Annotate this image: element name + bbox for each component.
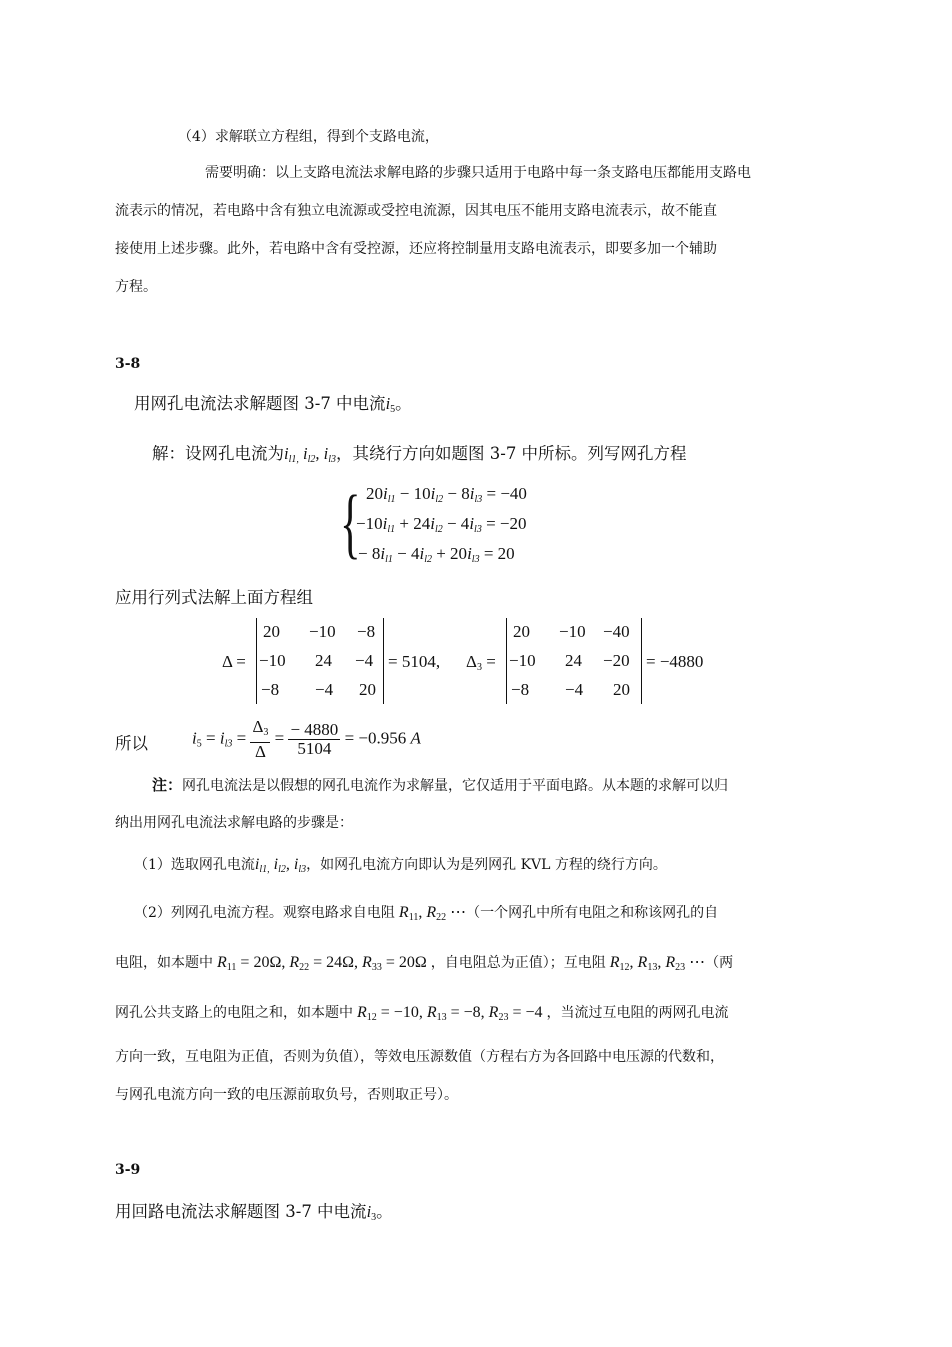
- solution-intro: 解：设网孔电流为$i_{l1,}$ $i_{l2}$, $i_{l3}$，其绕行方向如题图 3-7 中所标。列写网孔方程: [152, 444, 687, 465]
- delta-cell: −8: [261, 680, 280, 699]
- delta-cell: −10: [259, 651, 286, 670]
- step2-line-5: 与网孔电流方向一致的电压源前取负号，否则取正号）。: [115, 1087, 458, 1103]
- equation-3: − $8i_{l1} - 4i_{l2} + 20i_{l3} = 20$: [358, 544, 515, 565]
- note-line-4: 方程。: [115, 279, 157, 295]
- step2-line-1: （2）列网孔电流方程。观察电路求自电阻 $R_{11}$, $R_{22}$ ⋯（一个网孔中所有电阻之和称该网孔的自: [134, 904, 719, 923]
- delta3-cell: 24: [565, 651, 582, 670]
- question-3-9: 用回路电流法求解题图 3-7 中电流$i_3$。: [115, 1202, 393, 1223]
- note-line-1: 需要明确：以上支路电流法求解电路的步骤只适用于电路中每一条支路电压都能用支路电: [205, 165, 751, 181]
- delta-value: = 5104,: [388, 652, 441, 671]
- delta3-cell: −8: [511, 680, 530, 699]
- note-paragraph-line-2: 纳出用网孔电流法求解电路的步骤是：: [115, 815, 353, 831]
- note-line-3: 接使用上述步骤。此外，若电路中含有受控源，还应将控制量用支路电流表示，即要多加一个辅助: [115, 241, 717, 257]
- delta3-cell: 20: [513, 622, 530, 641]
- apply-determinant-text: 应用行列式法解上面方程组: [115, 588, 313, 607]
- result-equation: $i_5 = i_{l3}$ = $\frac{\Delta_3}{\Delta}$ = $\frac{- 4880}{5104}$ = −0.956 A: [192, 717, 421, 761]
- delta3-symbol: $\Delta_3$ =: [466, 652, 496, 673]
- note-line-2: 流表示的情况，若电路中含有独立电流源或受控电流源，因其电压不能用支路电流表示，故不能直: [115, 203, 717, 219]
- delta3-cell: −10: [509, 651, 536, 670]
- delta3-value: = −4880: [646, 652, 704, 671]
- delta3-determinant: [506, 618, 642, 704]
- delta3-cell: −10: [559, 622, 586, 641]
- delta-cell: 20: [359, 680, 376, 699]
- step2-line-2: 电阻，如本题中 $R_{11} = 20\Omega$, $R_{22} = 24\Omega$, $R_{33} = 20\Omega$ ，自电阻总为正值）；互电阻 $R_{12}$, $R_{13}$, $R_{23}$ ⋯（两: [115, 954, 734, 973]
- section-heading-3-8: 3-8: [115, 356, 141, 372]
- delta-cell: −10: [309, 622, 336, 641]
- section-heading-3-9: 3-9: [115, 1162, 141, 1178]
- delta3-cell: −40: [603, 622, 630, 641]
- mesh-equation-system: [340, 480, 600, 570]
- delta-cell: −4: [315, 680, 334, 699]
- step2-line-3: 网孔公共支路上的电阻之和，如本题中 $R_{12} = -10$, $R_{13} = -8$, $R_{23} = -4$ ，当流过互电阻的两网孔电流: [115, 1004, 729, 1023]
- delta-cell: −8: [357, 622, 376, 641]
- delta-determinant: [256, 618, 384, 704]
- question-3-8: 用网孔电流法求解题图 3-7 中电流$i_5$。: [134, 394, 412, 415]
- delta-symbol: Δ =: [222, 652, 246, 671]
- delta-cell: 24: [315, 651, 332, 670]
- note-paragraph-line-1: 注：网孔电流法是以假想的网孔电流作为求解量，它仅适用于平面电路。从本题的求解可以归: [152, 776, 729, 794]
- delta3-cell: −4: [565, 680, 584, 699]
- left-brace: {: [340, 479, 361, 566]
- delta-cell: −4: [355, 651, 374, 670]
- equation-1: $20i_{l1} - 10i_{l2} - 8i_{l3} = -40$: [366, 484, 527, 505]
- so-label: 所以: [115, 734, 148, 753]
- step1-text: （1）选取网孔电流$i_{l1,}$ $i_{l2}$, $i_{l3}$，如网孔电流方向即认为是列网孔 KVL 方程的绕行方向。: [134, 856, 667, 875]
- delta3-cell: 20: [613, 680, 630, 699]
- step4-text: （4）求解联立方程组，得到个支路电流，: [178, 129, 439, 145]
- step2-line-4: 方向一致，互电阻为正值，否则为负值），等效电压源数值（方程右方为各回路中电压源的代数和，: [115, 1049, 724, 1065]
- delta-cell: 20: [263, 622, 280, 641]
- delta3-cell: −20: [603, 651, 630, 670]
- equation-2: $-10i_{l1} + 24i_{l2} - 4i_{l3} = -20$: [356, 514, 527, 535]
